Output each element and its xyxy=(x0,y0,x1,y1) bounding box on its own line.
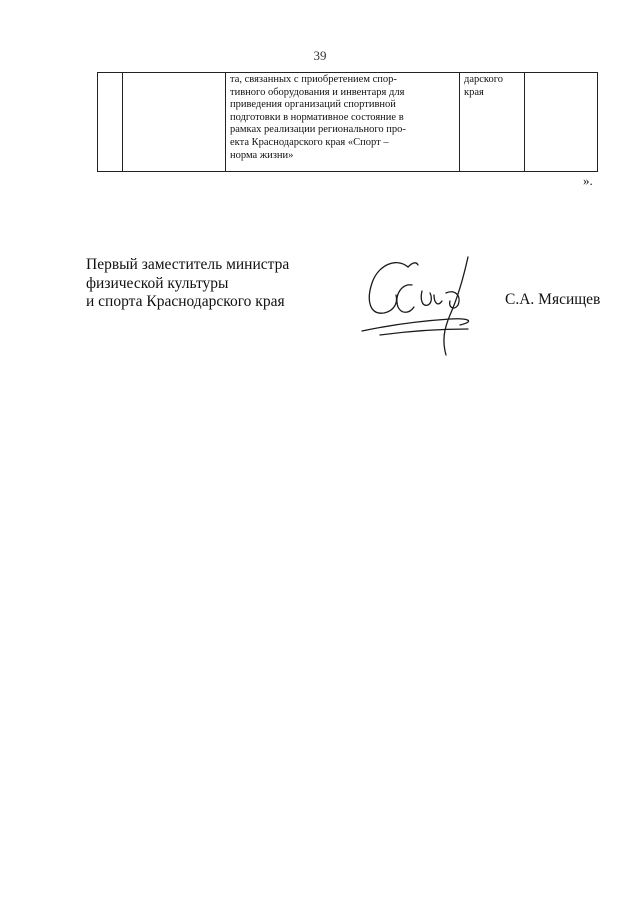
signer-name: С.А. Мясищев xyxy=(505,291,601,308)
table-cell-description xyxy=(226,73,460,172)
description-line: приведения организаций спортивной xyxy=(230,99,396,111)
continuation-table xyxy=(97,72,598,172)
page-number: 39 xyxy=(313,48,327,63)
handwritten-signature xyxy=(350,245,500,370)
region-line: края xyxy=(464,86,484,98)
description-line: рамках реализации регионального про- xyxy=(230,124,406,136)
signatory-title-line: физической культуры xyxy=(86,274,229,292)
signatory-title-line: и спорта Краснодарского края xyxy=(86,293,285,310)
description-line: екта Краснодарского края «Спорт – xyxy=(230,136,389,148)
table-cell-region xyxy=(460,73,525,172)
signatory-title-line: Первый заместитель министра xyxy=(86,256,290,273)
description-line: тивного оборудования и инвентаря для xyxy=(230,86,405,98)
closing-quote: ». xyxy=(583,173,593,188)
description-line: норма жизни» xyxy=(230,149,294,161)
description-line: подготовки в нормативное состояние в xyxy=(230,111,404,123)
description-line: та, связанных с приобретением спор- xyxy=(230,74,397,85)
table-cell-empty xyxy=(525,73,598,172)
table-cell-name xyxy=(123,73,226,172)
region-line: дарского xyxy=(464,74,504,85)
table-row xyxy=(98,73,598,172)
table-cell-number xyxy=(98,73,123,172)
signatory-title xyxy=(86,256,289,312)
